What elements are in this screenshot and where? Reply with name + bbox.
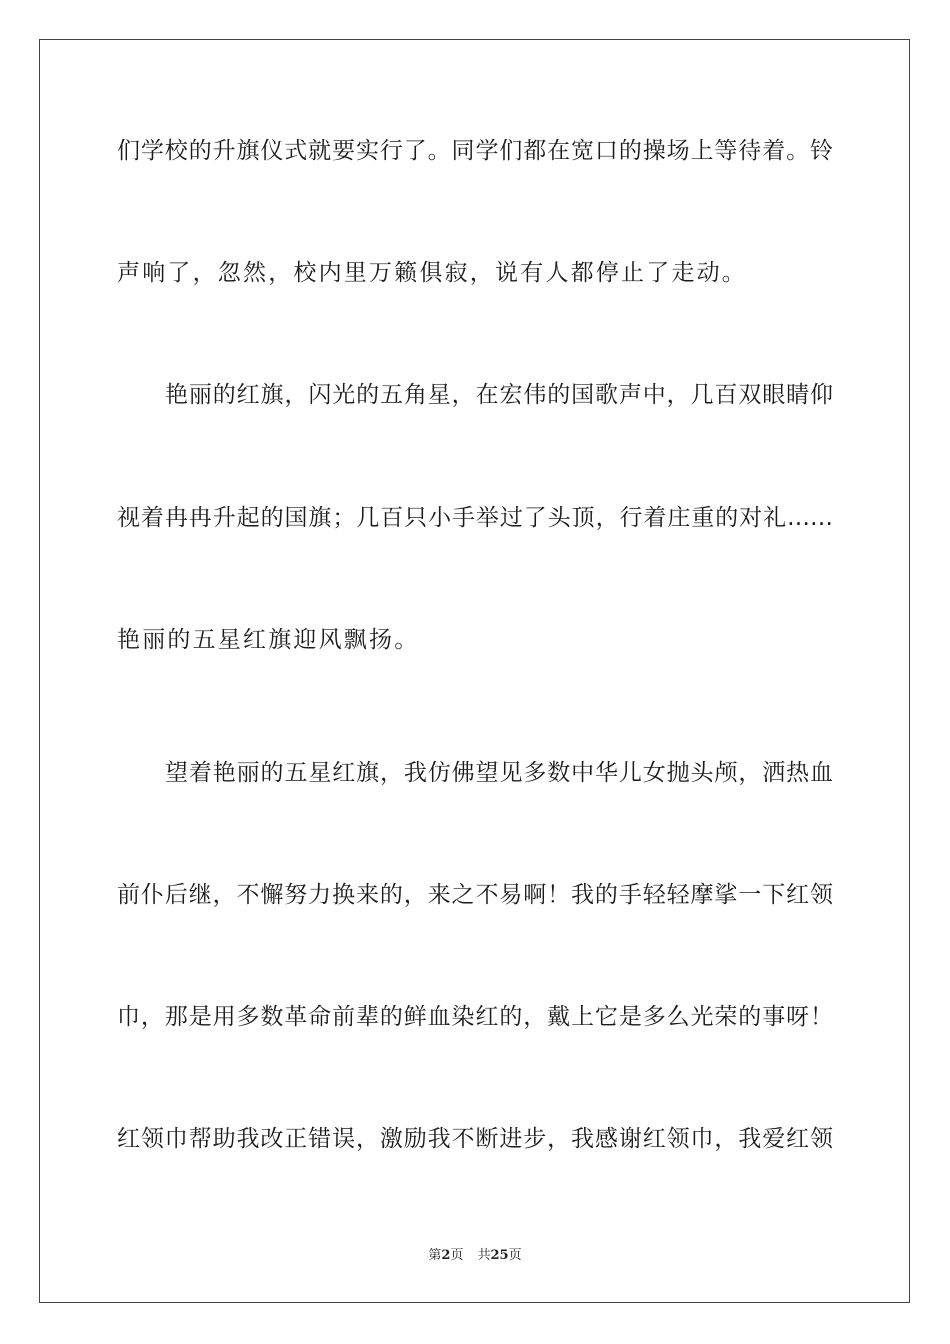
page-border bbox=[39, 39, 910, 1303]
text-line-5: 艳丽的五星红旗迎风飘扬。 bbox=[117, 627, 420, 653]
page-footer bbox=[0, 1245, 950, 1267]
text-line-7: 前仆后继，不懈努力换来的，来之不易啊！我的手轻轻摩挲一下红领 bbox=[117, 882, 833, 908]
text-line-1: 们学校的升旗仪式就要实行了。同学们都在宽口的操场上等待着。铃 bbox=[117, 138, 833, 164]
page-number: 2 bbox=[441, 1248, 451, 1263]
text-line-8: 巾，那是用多数革命前辈的鲜血染红的，戴上它是多么光荣的事呀！ bbox=[117, 1004, 833, 1030]
text-line-9: 红领巾帮助我改正错误，激励我不断进步，我感谢红领巾，我爱红领 bbox=[117, 1126, 833, 1152]
page-suffix: 页 bbox=[450, 1248, 464, 1263]
text-line-4: 视着冉冉升起的国旗；几百只小手举过了头顶，行着庄重的对礼…… bbox=[117, 505, 833, 531]
text-line-2: 声响了，忽然，校内里万籁俱寂，说有人都停止了走动。 bbox=[117, 260, 747, 286]
page-prefix: 第 bbox=[428, 1248, 442, 1263]
total-prefix: 共 bbox=[477, 1248, 491, 1263]
text-line-6: 望着艳丽的五星红旗，我仿佛望见多数中华儿女抛头颅，洒热血 bbox=[165, 760, 833, 786]
total-pages: 25 bbox=[490, 1248, 509, 1263]
text-line-3: 艳丽的红旗，闪光的五角星，在宏伟的国歌声中，几百双眼睛仰 bbox=[165, 382, 833, 408]
total-suffix: 页 bbox=[508, 1248, 522, 1263]
